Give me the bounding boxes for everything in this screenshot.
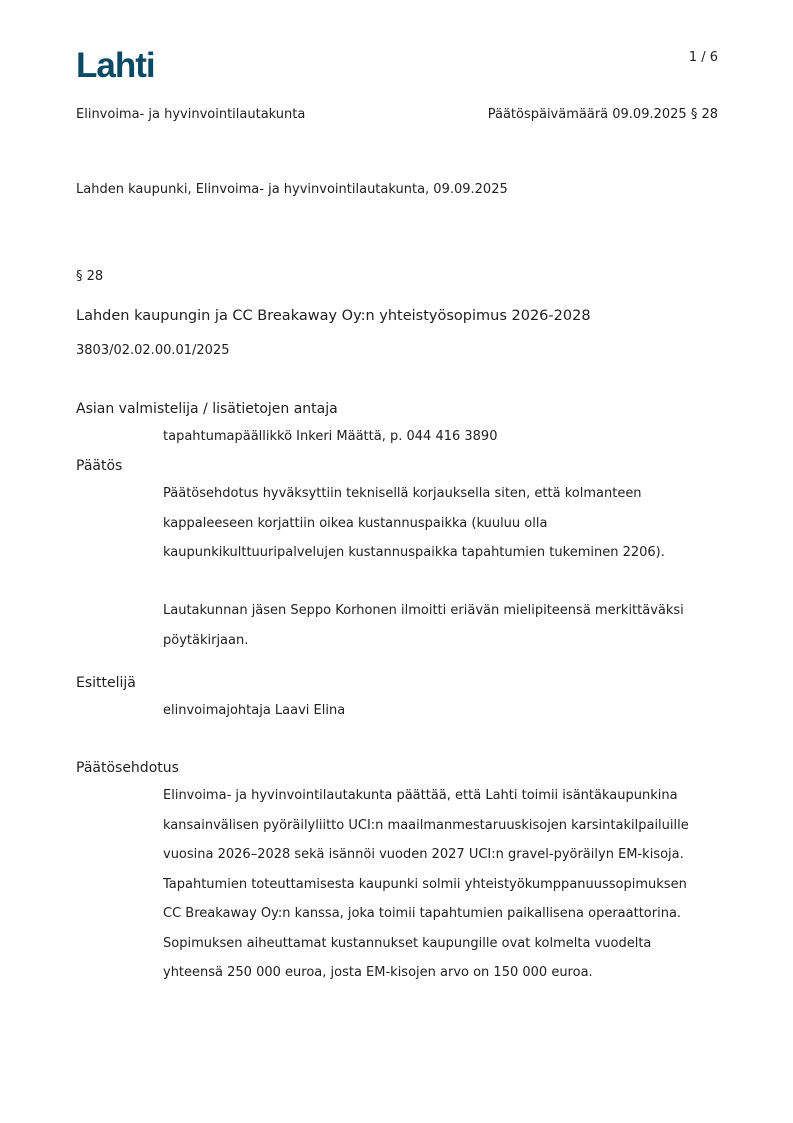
preparer-value: tapahtumapäällikkö Inkeri Määttä, p. 044 416 3890 — [163, 429, 498, 444]
presenter-heading: Esittelijä — [76, 675, 136, 691]
lahti-logo: Lahti — [76, 46, 155, 85]
preparer-heading: Asian valmistelija / lisätietojen antaja — [76, 401, 338, 417]
text-line: pöytäkirjaan. — [163, 632, 249, 648]
proposal-paragraph — [163, 781, 689, 988]
text-line: Päätösehdotus hyväksyttiin teknisellä korjauksella siten, että kolmanteen — [163, 486, 642, 501]
text-line: kappaleeseen korjattiin oikea kustannuspaikka (kuuluu olla — [163, 515, 548, 531]
text-line: yhteensä 250 000 euroa, josta EM-kisojen arvo on 150 000 euroa. — [163, 965, 593, 980]
decision-paragraph-2 — [163, 596, 684, 655]
proposal-heading: Päätösehdotus — [76, 760, 179, 776]
text-line: vuosina 2026–2028 sekä isännöi vuoden 2027 UCI:n gravel-pyöräilyn EM-kisoja. — [163, 847, 684, 862]
meeting-line: Lahden kaupunki, Elinvoima- ja hyvinvointilautakunta, 09.09.2025 — [76, 182, 508, 197]
page-number: 1 / 6 — [688, 50, 718, 65]
section-number: § 28 — [76, 269, 104, 284]
header-committee: Elinvoima- ja hyvinvointilautakunta — [76, 107, 306, 122]
header-decision-date: Päätöspäivämäärä 09.09.2025 § 28 — [487, 107, 718, 122]
presenter-value: elinvoimajohtaja Laavi Elina — [163, 703, 346, 718]
text-line: Tapahtumien toteuttamisesta kaupunki solmii yhteistyökumppanuussopimuksen — [163, 876, 687, 892]
text-line: Sopimuksen aiheuttamat kustannukset kaupungille ovat kolmelta vuodelta — [163, 935, 652, 951]
decision-paragraph-1 — [163, 479, 665, 568]
text-line: kaupunkikulttuuripalvelujen kustannuspaikka tapahtumien tukeminen 2206). — [163, 545, 665, 560]
record-id: 3803/02.02.00.01/2025 — [76, 343, 230, 358]
text-line: CC Breakaway Oy:n kanssa, joka toimii tapahtumien paikallisena operaattorina. — [163, 906, 682, 921]
text-line: kansainvälisen pyöräilyliitto UCI:n maailmanmestaruuskisojen karsintakilpailuille — [163, 817, 689, 833]
document-title: Lahden kaupungin ja CC Breakaway Oy:n yhteistyösopimus 2026-2028 — [76, 308, 591, 324]
text-line: Elinvoima- ja hyvinvointilautakunta päättää, että Lahti toimii isäntäkaupunkina — [163, 788, 678, 803]
decision-heading: Päätös — [76, 458, 123, 474]
text-line: Lautakunnan jäsen Seppo Korhonen ilmoitti eriävän mielipiteensä merkittäväksi — [163, 603, 684, 618]
